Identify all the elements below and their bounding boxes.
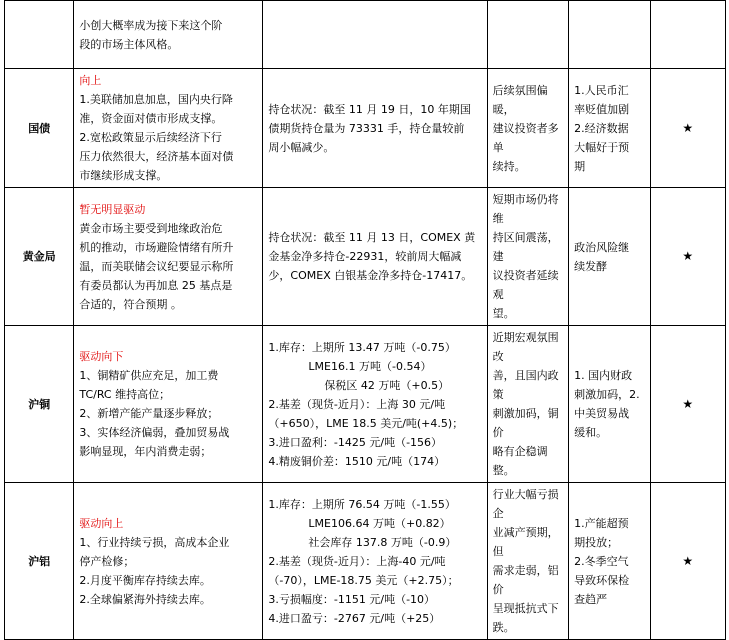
data-line: 2.基差（现货-近月）：上海 30 元/吨 [268, 397, 446, 411]
risk-line: 2.经济数据 [574, 121, 629, 135]
risk-line: 续发酵 [574, 259, 608, 273]
data-line: 4.进口盈亏：-2767 元/吨（+25） [268, 611, 441, 625]
advice-line: 行业大幅亏损企 [492, 488, 559, 520]
data-line: （+650），LME 18.5 美元/吨(+4.5)； [268, 416, 464, 430]
data-cell [263, 69, 487, 188]
risk-line: 政治风险继 [574, 240, 630, 254]
trend-label: 暂无明显驱动 [79, 202, 146, 216]
table-row [5, 69, 726, 188]
data-line: LME106.64 万吨（+0.82） [308, 516, 451, 530]
view-line: 2.宽松政策显示后续经济下行 [79, 131, 222, 144]
view-line: 温，而美联储会议纪要显示称所 [79, 259, 234, 273]
view-line: 有委员都认为再加息 25 基点是 [79, 278, 233, 292]
view-line: 小创大概率成为接下来这个阶 [79, 18, 223, 32]
advice-line: 望。 [492, 307, 515, 320]
advice-line: 议投资者延续观 [492, 269, 559, 301]
advice-line: 建议投资者多单 [492, 121, 559, 154]
view-line: 合适的，符合预期 。 [79, 297, 182, 311]
product-name-cell [5, 1, 74, 69]
market-view-cell [74, 69, 263, 188]
market-view-cell [74, 483, 263, 640]
data-line: 周小幅减少。 [268, 140, 335, 154]
risk-cell [569, 69, 650, 188]
risk-line: 1. 国内财政 [574, 369, 633, 382]
data-line: 持仓状况：截至 11 月 19 日，10 年期国 [268, 102, 471, 116]
advice-line: 后续氛围偏暖， [492, 83, 548, 116]
risk-cell [569, 483, 650, 640]
product-name-cell: 沪铜 [5, 326, 74, 483]
data-cell [263, 1, 487, 69]
data-cell [263, 188, 487, 326]
view-line: 1、铜精矿供应充足，加工费 [79, 369, 219, 382]
data-line: 金基金净多持仓-22931，较前周大幅减 [268, 250, 462, 263]
risk-cell [569, 326, 650, 483]
view-line: 2、新增产能产量逐步释放； [79, 407, 219, 420]
risk-line: 刺激加码，2. [574, 388, 640, 401]
view-line: 停产检修； [79, 554, 135, 568]
advice-cell [487, 326, 568, 483]
data-line: 1.库存：上期所 13.47 万吨（-0.75） [268, 340, 456, 354]
risk-line: 大幅好于预 [574, 140, 630, 154]
data-line: 2.基差（现货-近月）：上海-40 元/吨 [268, 554, 446, 568]
market-view-cell [74, 1, 263, 69]
trend-label: 驱动向下 [79, 350, 124, 363]
data-line: 4.精废铜价差：1510 元/吨（174） [268, 454, 446, 468]
star-icon: ★ [650, 69, 725, 188]
advice-line: 善，且国内政策 [492, 369, 559, 401]
view-line: 市继续形成支撑。 [79, 169, 168, 182]
data-line: LME16.1 万吨（-0.54） [308, 359, 432, 373]
advice-line: 持区间震荡，建 [492, 231, 559, 263]
risk-cell [569, 1, 650, 69]
data-line: （-70），LME-18.75 美元（+2.75）； [268, 573, 459, 587]
risk-line: 率贬值加剧 [574, 102, 630, 116]
advice-cell [487, 1, 568, 69]
advice-line: 呈现抵抗式下 [492, 602, 559, 615]
advice-line: 近期宏观氛围改 [492, 331, 559, 363]
table-row [5, 188, 726, 326]
data-line: 债期货持仓量为 73331 手，持仓量较前 [268, 121, 465, 135]
advice-line: 需求走弱，铝价 [492, 564, 559, 596]
data-line: 3.进口盈利：-1425 元/吨（-156） [268, 435, 443, 449]
advice-line: 跌。 [492, 621, 515, 634]
view-line: 压力依然很大，经济基本面对债 [79, 150, 234, 163]
view-line: 1、行业持续亏损，高成本企业 [79, 535, 230, 549]
risk-line: 查趋严 [574, 592, 608, 606]
risk-line: 期投放； [574, 535, 619, 549]
advice-cell [487, 69, 568, 188]
risk-line: 1.产能超预 [574, 516, 629, 530]
view-line: 机的推动，市场避险情绪有所升 [79, 240, 234, 254]
view-line: 影响显现，年内消费走弱； [79, 445, 212, 458]
star-icon: ★ [650, 188, 725, 326]
risk-line: 导致环保检 [574, 573, 630, 587]
product-name-cell: 沪铝 [5, 483, 74, 640]
data-cell [263, 483, 487, 640]
view-line: 2.月度平衡库存持续去库。 [79, 573, 211, 587]
view-line: 准，资金面对债市形成支撑。 [79, 112, 223, 125]
data-line: 3.亏损幅度：-1151 元/吨（-10） [268, 592, 436, 606]
risk-line: 缓和。 [574, 426, 608, 439]
table-row [5, 326, 726, 483]
trend-label: 驱动向上 [79, 516, 124, 530]
view-line: 3、实体经济偏弱，叠加贸易战 [79, 426, 230, 439]
risk-line: 期 [574, 159, 586, 173]
product-name-cell: 国债 [5, 69, 74, 188]
risk-line: 1.人民币汇 [574, 83, 629, 97]
table-row [5, 483, 726, 640]
commodity-outlook-table [4, 0, 726, 640]
data-line: 社会库存 137.8 万吨（-0.9） [308, 535, 457, 549]
trend-label: 向上 [79, 74, 102, 87]
rating-cell [650, 1, 725, 69]
data-cell [263, 326, 487, 483]
advice-line: 刺激加码，铜价 [492, 407, 559, 439]
advice-cell [487, 483, 568, 640]
risk-line: 2.冬季空气 [574, 554, 629, 568]
data-line: 少，COMEX 白银基金净多持仓-17417。 [268, 269, 473, 282]
star-icon: ★ [650, 483, 725, 640]
data-line: 保税区 42 万吨（+0.5） [324, 378, 450, 392]
advice-line: 略有企稳调整。 [492, 445, 548, 477]
view-line: 黄金市场主要受到地缘政治危 [79, 221, 223, 235]
view-line: 段的市场主体风格。 [79, 37, 179, 51]
view-line: 2.全球偏紧海外持续去库。 [79, 592, 211, 606]
advice-cell [487, 188, 568, 326]
market-view-cell [74, 326, 263, 483]
risk-line: 中美贸易战 [574, 407, 630, 420]
advice-line: 短期市场仍将维 [492, 193, 559, 225]
market-view-cell [74, 188, 263, 326]
advice-line: 业减产预期，但 [492, 526, 559, 558]
advice-line: 续持。 [492, 159, 526, 173]
table-row [5, 1, 726, 69]
risk-cell [569, 188, 650, 326]
star-icon: ★ [650, 326, 725, 483]
view-line: TC/RC 维持高位； [79, 388, 171, 401]
product-name-cell: 黄金局 [5, 188, 74, 326]
view-line: 1.美联储加息加息，国内央行降 [79, 93, 233, 106]
data-line: 持仓状况：截至 11 月 13 日，COMEX 黄 [268, 231, 476, 244]
data-line: 1.库存：上期所 76.54 万吨（-1.55） [268, 497, 456, 511]
